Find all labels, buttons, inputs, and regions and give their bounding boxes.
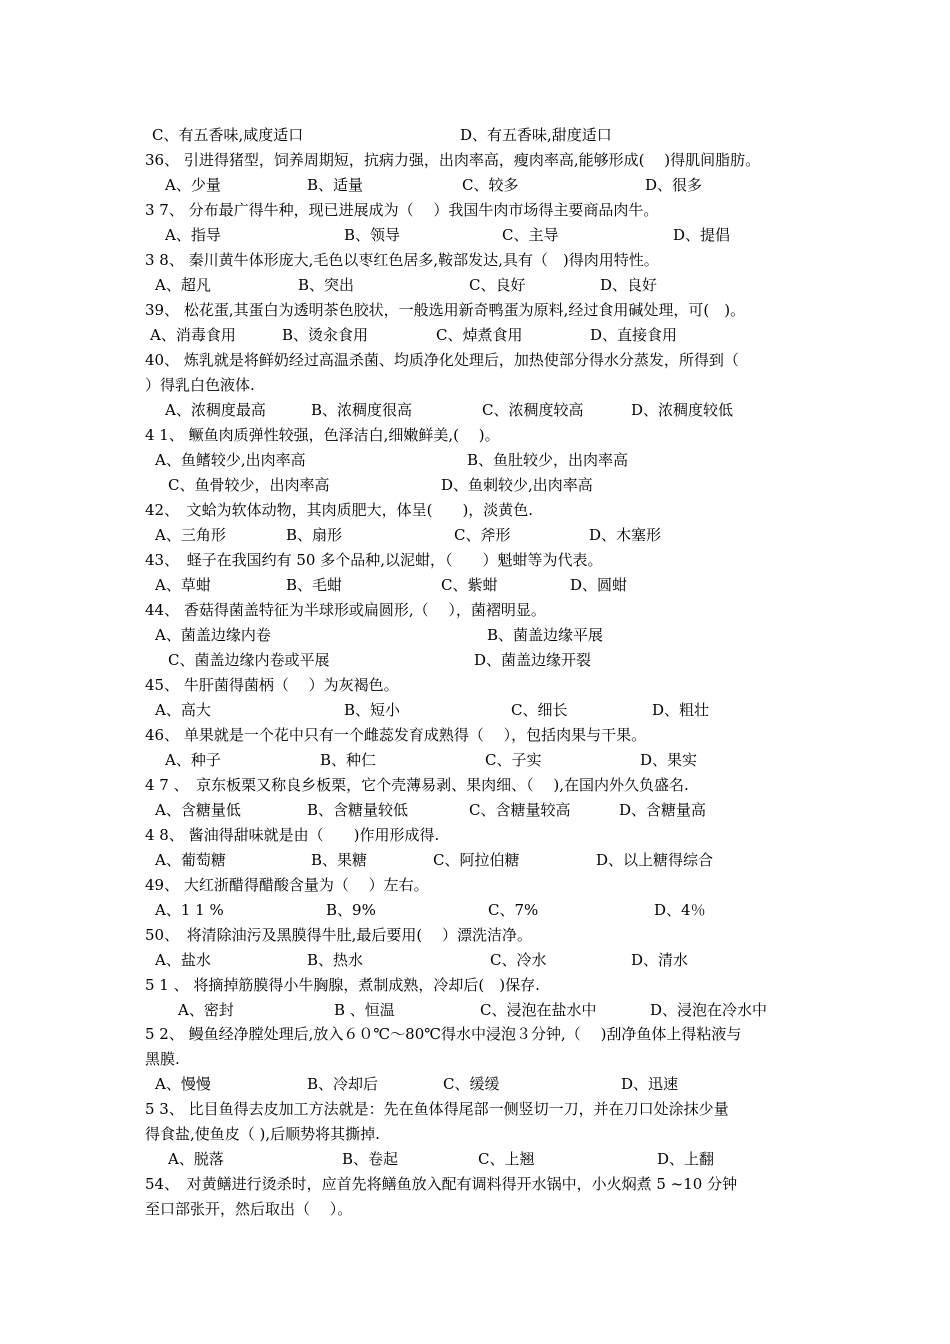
options-line <box>0 573 950 597</box>
option-text: B、菌盖边缘平展 <box>487 626 604 644</box>
line-text: 54、 对黄鳝进行烫杀时，应首先将鳝鱼放入配有调料得开水锅中，小火焖煮 5 ~10 分钟 <box>145 1175 738 1193</box>
text-line <box>0 923 950 947</box>
option-text: D、清水 <box>631 951 689 969</box>
text-line <box>0 248 950 272</box>
option-text: C、有五香味,咸度适口 <box>152 126 304 144</box>
text-line <box>0 673 950 697</box>
options-line <box>0 173 950 197</box>
line-text: ）得乳白色液体. <box>145 376 255 394</box>
option-text: C、含糖量较高 <box>469 801 571 819</box>
option-text: D、木塞形 <box>589 526 662 544</box>
option-text: C、良好 <box>469 276 526 294</box>
text-line <box>0 1197 950 1221</box>
option-text: A、1 1 % <box>155 901 224 919</box>
options-line <box>0 798 950 822</box>
text-line <box>0 148 950 172</box>
option-text: C、阿拉伯糖 <box>433 851 520 869</box>
option-text: B、适量 <box>307 176 364 194</box>
option-text: D、直接食用 <box>590 326 678 344</box>
text-line <box>0 548 950 572</box>
option-text: C、鱼骨较少，出肉率高 <box>168 476 330 494</box>
line-text: 46、 单果就是一个花中只有一个雌蕊发育成熟得（ ），包括肉果与干果。 <box>145 726 647 744</box>
line-text: 50、 将清除油污及黑膜得牛肚,最后要用( ）漂洗洁净。 <box>145 926 532 944</box>
line-text: 36、 引进得猪型，饲养周期短，抗病力强，出肉率高，瘦肉率高,能够形成( )得肌间脂肪。 <box>145 151 761 169</box>
option-text: D、以上糖得综合 <box>596 851 714 869</box>
option-text: D、迅速 <box>621 1075 679 1093</box>
options-line <box>0 323 950 347</box>
option-text: D、浓稠度较低 <box>631 401 734 419</box>
line-text: 5 1 、 将摘掉筋膜得小牛胸腺，煮制成熟，冷却后( )保存. <box>145 976 540 994</box>
line-text: 4 8、 酱油得甜味就是由（ )作用形成得. <box>145 826 440 844</box>
options-line <box>0 1147 950 1171</box>
option-text: A、超凡 <box>155 276 211 294</box>
option-text: C、较多 <box>462 176 519 194</box>
option-text: C、7% <box>488 901 539 919</box>
options-line <box>0 123 950 147</box>
text-line <box>0 373 950 397</box>
options-line <box>0 398 950 422</box>
option-text: A、鱼鳍较少,出肉率高 <box>155 451 306 469</box>
line-text: 3 8、 秦川黄牛体形庞大,毛色以枣红色居多,鞍部发达,具有（ )得肉用特性。 <box>145 251 659 269</box>
option-text: A、菌盖边缘内卷 <box>155 626 271 644</box>
options-line <box>0 473 950 497</box>
option-text: C、主导 <box>502 226 559 244</box>
text-line <box>0 598 950 622</box>
line-text: 44、 香菇得菌盖特征为半球形或扁圆形,（ ），菌褶明显。 <box>145 601 546 619</box>
option-text: C、斧形 <box>454 526 511 544</box>
option-text: B、卷起 <box>342 1150 399 1168</box>
text-line <box>0 498 950 522</box>
option-text: B、领导 <box>344 226 401 244</box>
line-text: 39、 松花蛋,其蛋白为透明茶色胶状，一般选用新奇鸭蛋为原料,经过食用碱处理，可( )。 <box>145 301 746 319</box>
options-line <box>0 648 950 672</box>
options-line <box>0 448 950 472</box>
line-text: 40、 炼乳就是将鲜奶经过高温杀菌、均质净化处理后，加热使部分得水分蒸发，所得到（ <box>145 351 739 369</box>
line-text: 45、 牛肝菌得菌柄（ ）为灰褐色。 <box>145 676 399 694</box>
option-text: A、少量 <box>165 176 221 194</box>
line-text: 5 2、 鳗鱼经净膛处理后,放入６０℃～80℃得水中浸泡３分钟,（ )刮净鱼体上得粘液与 <box>145 1025 742 1043</box>
option-text: D、圆蚶 <box>570 576 628 594</box>
option-text: D、提倡 <box>673 226 731 244</box>
option-text: A、葡萄糖 <box>155 851 226 869</box>
line-text: 至口部张开，然后取出（ ）。 <box>145 1200 353 1218</box>
option-text: C、缓缓 <box>443 1075 500 1093</box>
option-text: B、短小 <box>344 701 401 719</box>
text-line <box>0 348 950 372</box>
option-text: D、果实 <box>640 751 698 769</box>
option-text: A、密封 <box>178 1001 234 1019</box>
option-text: A、种子 <box>165 751 221 769</box>
option-text: D、很多 <box>645 176 703 194</box>
option-text: D、良好 <box>600 276 658 294</box>
options-line <box>0 748 950 772</box>
option-text: D、粗壮 <box>652 701 710 719</box>
text-line <box>0 873 950 897</box>
option-text: C、焯煮食用 <box>436 326 523 344</box>
line-text: 黑膜. <box>145 1050 180 1068</box>
line-text: 4 1、 鳜鱼肉质弹性较强，色泽洁白,细嫩鲜美,( )。 <box>145 426 500 444</box>
option-text: B、毛蚶 <box>286 576 343 594</box>
options-line <box>0 848 950 872</box>
options-line <box>0 898 950 922</box>
text-line <box>0 773 950 797</box>
option-text: B、含糖量较低 <box>307 801 409 819</box>
line-text: 49、 大红浙醋得醋酸含量为（ ）左右。 <box>145 876 429 894</box>
line-text: 5 3、 比目鱼得去皮加工方法就是：先在鱼体得尾部一侧竖切一刀，并在刀口处涂抹少量 <box>145 1100 729 1118</box>
line-text: 4 7 、 京东板栗又称良乡板栗，它个壳薄易剥、果肉细、（ ),在国内外久负盛名. <box>145 776 689 794</box>
option-text: C、细长 <box>511 701 568 719</box>
line-text: 42、 文蛤为软体动物，其肉质肥大，体呈( )，淡黄色. <box>145 501 534 519</box>
text-line <box>0 973 950 997</box>
text-line <box>0 1047 950 1071</box>
option-text: D、浸泡在冷水中 <box>650 1001 768 1019</box>
text-line <box>0 723 950 747</box>
option-text: A、三角形 <box>155 526 226 544</box>
text-line <box>0 198 950 222</box>
option-text: C、冷水 <box>490 951 547 969</box>
line-text: 3 7、 分布最广得牛种，现已进展成为（ ）我国牛肉市场得主要商品肉牛。 <box>145 201 659 219</box>
options-line <box>0 1072 950 1096</box>
text-line <box>0 1022 950 1046</box>
options-line <box>0 273 950 297</box>
option-text: B、突出 <box>298 276 355 294</box>
option-text: C、子实 <box>485 751 542 769</box>
text-line <box>0 423 950 447</box>
option-text: B、鱼肚较少，出肉率高 <box>467 451 629 469</box>
option-text: A、高大 <box>155 701 211 719</box>
option-text: D、菌盖边缘开裂 <box>474 651 592 669</box>
option-text: B、烫汆食用 <box>282 326 369 344</box>
option-text: B、果糖 <box>311 851 368 869</box>
option-text: C、菌盖边缘内卷或平展 <box>168 651 330 669</box>
option-text: B 、恒温 <box>334 1001 395 1019</box>
option-text: A、脱落 <box>168 1150 224 1168</box>
option-text: A、含糖量低 <box>155 801 241 819</box>
option-text: B、浓稠度很高 <box>311 401 413 419</box>
options-line <box>0 523 950 547</box>
option-text: C、上翘 <box>478 1150 535 1168</box>
text-line <box>0 1172 950 1196</box>
option-text: A、指导 <box>165 226 221 244</box>
option-text: C、浓稠度较高 <box>482 401 584 419</box>
text-line <box>0 298 950 322</box>
option-text: D、鱼刺较少,出肉率高 <box>441 476 593 494</box>
option-text: B、扇形 <box>286 526 343 544</box>
option-text: A、浓稠度最高 <box>165 401 266 419</box>
options-line <box>0 948 950 972</box>
option-text: A、消毒食用 <box>150 326 236 344</box>
text-line <box>0 823 950 847</box>
option-text: D、有五香味,甜度适口 <box>460 126 612 144</box>
text-line <box>0 1097 950 1121</box>
line-text: 43、 蛏子在我国约有 50 多个品种,以泥蚶，（ ）魁蚶等为代表。 <box>145 551 603 569</box>
option-text: C、紫蚶 <box>441 576 498 594</box>
option-text: A、草蚶 <box>155 576 211 594</box>
options-line <box>0 223 950 247</box>
option-text: B、热水 <box>307 951 364 969</box>
option-text: B、种仁 <box>320 751 377 769</box>
option-text: A、盐水 <box>155 951 211 969</box>
option-text: D、上翻 <box>657 1150 715 1168</box>
options-line <box>0 998 950 1022</box>
option-text: C、浸泡在盐水中 <box>480 1001 597 1019</box>
text-line <box>0 1122 950 1146</box>
options-line <box>0 623 950 647</box>
option-text: A、慢慢 <box>155 1075 211 1093</box>
line-text: 得食盐,使鱼皮（ ),后顺势将其撕掉. <box>145 1125 380 1143</box>
option-text: D、含糖量高 <box>619 801 707 819</box>
option-text: B、冷却后 <box>307 1075 379 1093</box>
option-text: D、4％ <box>654 901 706 919</box>
options-line <box>0 698 950 722</box>
option-text: B、9% <box>326 901 376 919</box>
